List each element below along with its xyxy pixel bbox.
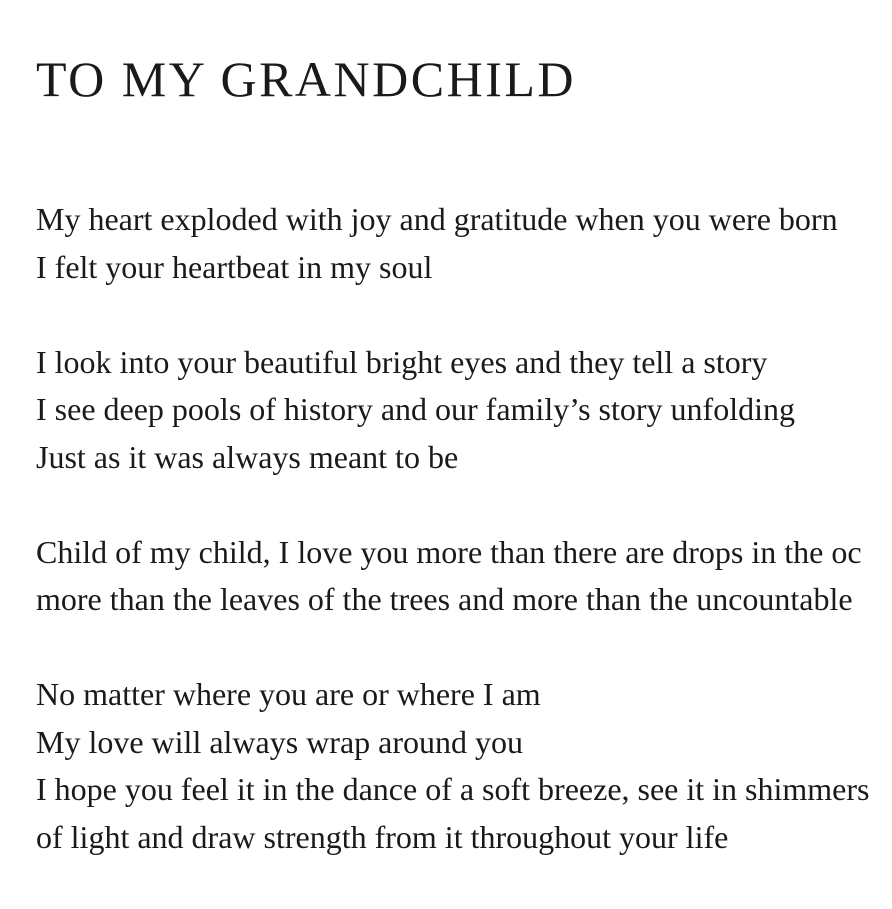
poem-line: I hope you feel it in the dance of a soft breeze, see it in shimmers bbox=[36, 771, 870, 807]
stanza-1 bbox=[36, 196, 892, 291]
poem-line: I see deep pools of history and our family’s story unfolding bbox=[36, 391, 795, 427]
stanza-4 bbox=[36, 671, 892, 861]
poem-line: My heart exploded with joy and gratitude when you were born bbox=[36, 201, 838, 237]
poem-line: I felt your heartbeat in my soul bbox=[36, 248, 433, 285]
poem-line: Child of my child, I love you more than there are drops in the oc bbox=[36, 533, 862, 570]
poem-title: TO MY GRANDCHILD bbox=[36, 51, 576, 107]
poem-line: Just as it was always meant to be bbox=[36, 438, 459, 475]
poem-line: more than the leaves of the trees and more than the uncountable bbox=[36, 581, 853, 617]
poem-line: I look into your beautiful bright eyes and they tell a story bbox=[36, 343, 768, 380]
poem-line: of light and draw strength from it throughout your life bbox=[36, 818, 729, 855]
stanza-3 bbox=[36, 529, 892, 624]
stanza-2 bbox=[36, 339, 892, 482]
poem-line: No matter where you are or where I am bbox=[36, 676, 541, 712]
poem-line: My love will always wrap around you bbox=[36, 723, 524, 760]
poem-body bbox=[36, 196, 892, 909]
